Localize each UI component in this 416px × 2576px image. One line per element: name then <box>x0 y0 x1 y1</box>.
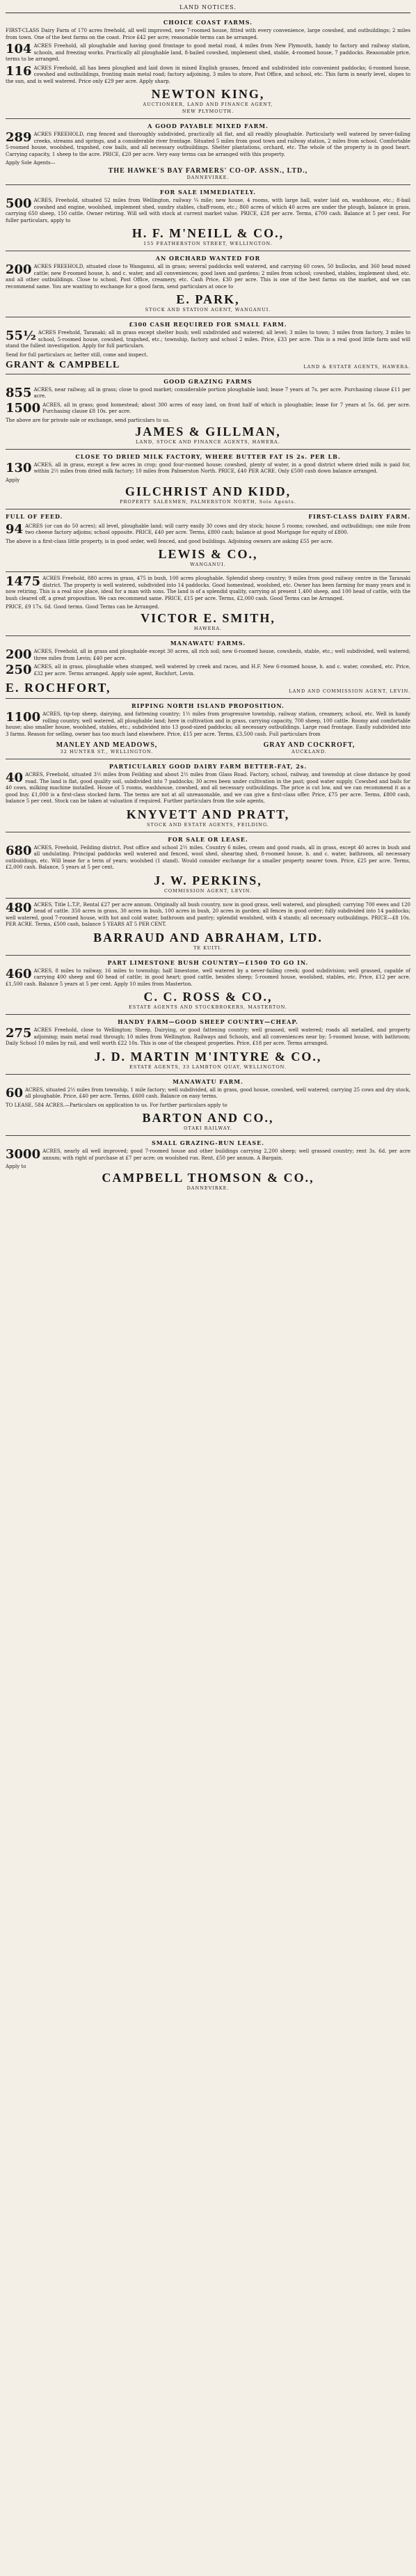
ad-item <box>6 1027 410 1048</box>
title-row <box>6 512 410 522</box>
ad-text: ACRES, nearly all well improved; good 7-roomed house and other buildings carrying 2,200 sheep; well grassed country; rent 3s. 6d. per acre annum; with right of purchase at £7 per acre; on woolshed run. Rent, £50 per annum. A Bargain. <box>42 1148 410 1161</box>
ad-item <box>6 576 410 602</box>
section-small-farm <box>6 317 410 374</box>
section-for-sale-immediately <box>6 185 410 251</box>
section-dried-milk <box>6 450 410 509</box>
ad-item <box>6 132 410 158</box>
section-title: CLOSE TO DRIED MILK FACTORY, WHERE BUTTER FAT IS 2s. PER LB. <box>75 452 341 460</box>
ad-item <box>6 968 410 988</box>
ad-text: ACRES Freehold, all ploughable and having good frontage to good metal road, 4 miles from New Plymouth, handy to factory and railway station, schools, and freezing works. Practically all ploughable land, 8-bailed cowshed, implement shed, stable, 4-roomed house, 7 paddocks. Reasonable price, terms to be arranged. <box>6 43 410 62</box>
section-handy-farm <box>6 1015 410 1075</box>
section-grazing-farms <box>6 374 410 450</box>
ad-item <box>6 664 410 677</box>
section-title: RIPPING NORTH ISLAND PROPOSITION. <box>131 702 285 709</box>
ad-text: ACRES FREEHOLD, ring fenced and thoroughly subdivided, practically all flat, and all readily ploughable. Particularly well watered by never-failing creeks, streams and springs, and a considerable river frontage. Situated 5 miles from good town and railway station, 2 miles from school. Comfortable 5-roomed house, woolshed, trapshed, cow bails, and all necessary outbuildings. Shelter plantations, orchard, etc. The whole of the property is in good heart. Carrying capacity, 1 sheep to the acre. PRICE, £20 per acre. Very easy terms can be arranged with this property. <box>6 132 410 157</box>
agent-subtitle: AUCKLAND. <box>291 749 327 754</box>
acreage: 1475 <box>6 574 41 589</box>
agent-subtitle: LAND & ESTATE AGENTS, HAWERA. <box>303 363 410 370</box>
acreage: 480 <box>6 900 32 915</box>
section-title: MANAWATU FARMS. <box>170 640 246 647</box>
ad-text: ACRES, Freehold, situated 3½ miles from Feilding and about 2½ miles from Glass Road. Factory, school, railway, and township at close distance by good road. The land is flat, good quality soil, subdivided into 7 paddocks; 30 acres been under cultivation in the past; good water supply. Cowshed and bails for 40 cows, milking machine installed. House of 5 rooms, washhouse, cowshed, and all necessary outbuildings. The price is cut low, and we can recommend it as a good buy. £1,000 is a first-class stocked farm. The terms are not at all unreasonable, and we can give a first-class offer. Price, £75 per acre. Terms, £800 cash, balance 5 per cent. Stock can be taken at valuation if required. Further particulars from the sole agents, <box>6 772 410 804</box>
tail-line: Send for full particulars or, better still, come and inspect. <box>6 351 148 358</box>
acreage: 250 <box>6 663 32 677</box>
ad-item <box>6 43 410 63</box>
acreage: 104 <box>6 42 32 56</box>
acreage: 200 <box>6 262 32 277</box>
section-north-island <box>6 699 410 759</box>
section-title: FOR SALE OR LEASE. <box>168 835 248 843</box>
ad-item <box>6 1148 410 1162</box>
section-title: AN ORCHARD WANTED FOR <box>155 255 261 262</box>
ad-text: FIRST-CLASS Dairy Farm of 170 acres freehold, all well improved, new 7-roomed house, fitted with every convenience, large cowshed, and outbuildings; 2 miles from town. One of the best farms on the coast. Price £42 per acre; reasonable terms can be arranged. <box>6 28 410 40</box>
agent-town: NEW PLYMOUTH. <box>182 109 234 114</box>
land-notices-page <box>6 0 410 1203</box>
agent-subtitle: 155 FEATHERSTON STREET, WELLINGTON. <box>143 241 273 246</box>
ad-text: ACRES, Title L.T.P., Rental £27 per acre annum. Originally all bush country, now in good grass, well watered, and ploughed; carrying 700 ewes and 120 head of cattle. 350 acres in grass, 30 acres in bush, 100 acres in bush, 20 acres in garden; all fences in good order; fully subdivided into 14 paddocks; well watered, good 7-roomed house, with hot and cold water, bathroom and pantry; splendid woolshed, with 4 stands; all necessary outbuildings. PRICE—£8 10s. PER ACRE. Terms, £500 cash, balance 5 YEARS AT 5 PER CENT. <box>6 901 410 927</box>
agent-name: GRAY AND COCKROFT, <box>263 741 355 749</box>
acreage: 1100 <box>6 710 41 725</box>
section-manawatu-farms <box>6 636 410 699</box>
ad-text: ACRES FREEHOLD, situated close to Wanganui, all in grass; several paddocks well watered, and carrying 60 cows, 50 bullocks, and 360 head mixed cattle; new 8-roomed house, h. and c. water, and all conveniences; good lawn and gardens; 2 miles from school; cowshed, stables, implement shed, etc. and all other outbuildings. Close to school, Post Office, creamery, etc. Cash Price, £30 per acre. This is one of the best farms on the market, and we can recommend same. You are wanting to exchange for a good farm, send particulars at once to <box>6 264 410 290</box>
agent-name: LEWIS & CO., <box>158 547 258 561</box>
ad-item <box>6 902 410 929</box>
agent-name: J. W. PERKINS, <box>154 873 262 887</box>
acreage: 60 <box>6 1085 24 1100</box>
section-title: PART LIMESTONE BUSH COUNTRY—£1500 TO GO IN. <box>107 958 309 966</box>
section-taranaki-sheep <box>6 572 410 636</box>
agent-town: OTAKI RAILWAY. <box>184 1125 232 1131</box>
agent-town: TE KUITI. <box>193 945 223 951</box>
agent-name: VICTOR E. SMITH, <box>141 611 275 625</box>
section-grazing-run <box>6 1136 410 1195</box>
agent-row <box>6 679 410 695</box>
section-dairy-farm <box>6 509 410 573</box>
acreage: 3000 <box>6 1147 41 1162</box>
tail-line: The above is a first-class little property, is in good order, well fenced, and good buildings. Adjoining owners are asking £55 per acre. <box>6 538 333 544</box>
ad-item <box>6 264 410 290</box>
agent-name: BARRAUD AND ABRAHAM, LTD. <box>93 930 323 945</box>
ad-item <box>6 402 410 416</box>
acreage: 94 <box>6 521 24 537</box>
ad-text: ACRES, situated 2½ miles from township, 1 mile factory; well subdivided, all in grass, good house, cowshed, well watered; carrying 25 cows and dry stock, all ploughable. Price, £40 per acre. Terms, £600 cash. Balance on easy terms. <box>25 1086 410 1099</box>
section-title-left: FULL OF FEED. <box>6 512 63 520</box>
section-sale-or-lease <box>6 832 410 899</box>
acreage: 200 <box>6 647 32 662</box>
agent-subtitle: ESTATE AGENTS AND STOCKBROKERS, MASTERTON. <box>129 1004 287 1010</box>
agent-name: GRANT & CAMPBELL <box>6 359 120 370</box>
apply-line: Apply to <box>6 1164 26 1169</box>
ad-item <box>6 462 410 475</box>
section-title: MANAWATU FARM. <box>173 1077 243 1085</box>
agent-subtitle: STOCK AND STATION AGENT, WANGANUI. <box>145 307 271 313</box>
ad-item <box>6 523 410 537</box>
ad-text: ACRES, all in grass; good homestead; about 300 acres of easy land, on front half of which is ploughable; lease for 7 years at 5s. 6d. per acre. Purchasing clause £8 10s. per acre. <box>42 402 410 414</box>
acreage: 130 <box>6 460 32 475</box>
agent-name: MANLEY AND MEADOWS, <box>56 741 158 749</box>
acreage: 1500 <box>6 400 41 416</box>
section-title: FOR SALE IMMEDIATELY. <box>159 189 257 196</box>
agent-right <box>208 740 410 756</box>
ad-item <box>6 1087 410 1100</box>
ad-item <box>6 772 410 805</box>
agent-name: BARTON AND CO., <box>142 1111 274 1125</box>
ad-text: ACRES, near railway, all in grass; close to good market; considerable portion ploughable land; lease 7 years at 7s. per acre. Purchasing clause £11 per acre. <box>33 386 410 399</box>
ad-text: ACRES Freehold, 880 acres in grass, 475 in bush, 100 acres ploughable. Splendid sheep country; 9 miles from good railway centre in the Taranaki district. The property is well watered, subdivided into 14 paddocks. Good homestead, woolshed, etc. Owner has been farming for many years and is now retiring. This is a real nice place, ideal for a man with sons. The land is of a splendid quality, carrying at present 1,400 sheep, and 100 head of cattle, with the bush cleared off, a great proposition. We can recommend same. PRICE, £15 per acre. Terms, £2,000 cash. Good Terms can be Arranged. <box>6 576 410 601</box>
section-title-right: FIRST-CLASS DAIRY FARM. <box>308 512 410 520</box>
acreage: 460 <box>6 966 32 981</box>
acreage: 289 <box>6 130 32 145</box>
section-manawatu-farm <box>6 1075 410 1137</box>
agent-name: H. F. M'NEILL & CO., <box>131 226 285 240</box>
acreage: 40 <box>6 771 24 785</box>
ad-text: ACRES, Freehold, Feilding district. Post office and school 2½ miles. Country 6 miles, cream and good roads, all in grass, except 40 acres in bush and all undulating. Principal paddocks well watered and fenced, wool shed, shearing shed, 8-roomed house, h. and c. water, bathroom, all necessary outbuildings, etc. Will lease for a term of years; woolshed (1 stand). Would consider exchange for a smaller property nearer town. Price, £25 per acre. Terms, £2,000 cash. Balance, 5 years at 5 per cent. <box>6 844 410 870</box>
section-orchard-wanted <box>6 251 410 317</box>
agent-row <box>6 740 410 756</box>
agent-subtitle: AUCTIONEER, LAND AND FINANCE AGENT, <box>143 102 273 107</box>
agent-name: E. ROCHFORT, <box>6 681 111 695</box>
agent-subtitle: STOCK AND ESTATE AGENTS, FEILDING. <box>147 821 269 828</box>
ad-item <box>6 711 410 738</box>
agent-subtitle: LAND AND COMMISSION AGENT, LEVIN. <box>289 688 410 694</box>
apply-line: Apply Sole Agents— <box>6 160 56 166</box>
section-title: PARTICULARLY GOOD DAIRY FARM BETTER-FAT, 2s. <box>109 763 307 770</box>
ad-item <box>6 198 410 224</box>
agent-subtitle: PROPERTY SALESMEN, PALMERSTON NORTH, Sole Agents. <box>120 498 296 505</box>
agent-name: THE HAWKE'S BAY FARMERS' CO-OP. ASSN., LTD., <box>108 167 308 175</box>
agent-town: DANNEVIRKE. <box>186 175 230 180</box>
section-title: £300 CASH REQUIRED FOR SMALL FARM. <box>129 321 287 328</box>
acreage: 680 <box>6 843 32 858</box>
section-title: CHOICE COAST FARMS. <box>163 19 253 26</box>
section-te-kuiti <box>6 899 410 956</box>
agent-name: E. PARK, <box>176 292 240 306</box>
ad-item <box>6 330 410 350</box>
agent-subtitle: ESTATE AGENTS, 33 LAMBTON QUAY, WELLINGTON. <box>129 1064 287 1070</box>
ad-item <box>6 649 410 662</box>
agent-town: WANGANUI. <box>190 562 226 567</box>
ad-text: ACRES Freehold, Taranaki; all in grass except shelter bush; well subdivided and watered; all level; 3 miles to town; 3 miles from factory, 3 miles to school, 5-roomed house, cowshed, trapshed, etc.; township, factory and school 2 miles. Price, £33 per acre. This is a real good little farm and will stand the fullest investigation. Apply for full particulars. <box>6 330 410 349</box>
acreage: 116 <box>6 63 32 79</box>
agent-name: CAMPBELL THOMSON & CO., <box>102 1171 314 1185</box>
agent-town: DANNEVIRKE. <box>186 1185 230 1191</box>
section-butter-fat <box>6 759 410 832</box>
agent-town: HAWERA. <box>193 626 223 631</box>
apply-line: Apply <box>6 477 20 483</box>
tail-line: TO LEASE, 584 ACRES.—Particulars on application to us. For further particulars apply to <box>6 1102 227 1108</box>
ad-text: ACRES, Freehold, all in grass and ploughable except 30 acres, all rich soil; new 6-roomed house, cowsheds, stable, etc.; well subdivided, well watered; three miles from Levin; £40 per acre. <box>33 649 410 661</box>
agent-name: GILCHRIST AND KIDD, <box>125 484 291 498</box>
ad-text: ACRES Freehold, all has been ploughed and laid down in mixed English grasses, fenced and subdivided into convenient paddocks; 6-roomed house, cowshed and outbuildings, fronting main metal road; factory adjoining, 3 miles to store, Post Office, and school, etc. This farm is nearly level, slopes to the sun, and is well watered. Price only £29 per acre. Apply sharp. <box>6 65 410 84</box>
ad-text: ACRES (or can do 50 acres); all level, ploughable land; will carry easily 30 cows and dry stock; house 5 rooms; cowshed, and outbuildings; one mile from two cheese factory adjoins; school opposite. PRICE, £40 per acre. Terms, £800 cash; balance at good Mortgage for equity of £800. <box>25 523 410 535</box>
agent-subtitle: LAND, STOCK AND FINANCE AGENTS, HAWERA. <box>136 438 280 445</box>
agent-subtitle: 32 HUNTER ST., WELLINGTON. <box>60 749 154 754</box>
section-title: A GOOD PAYABLE MIXED FARM. <box>147 123 269 129</box>
page-header: LAND NOTICES. <box>6 3 410 13</box>
ad-text: ACRES, tip-top sheep, dairying, and fattening country; 1½ miles from progressive township, railway station, creamery, school, etc. Well in handy rolling country, well watered, all ploughable land; here in cultivation and in grass, carrying capacity, 700 sheep, 100 cattle. Roomy and comfortable house; also smaller house, woolshed, stables, etc.; subdivided into 13 good-sized paddocks; all necessary outbuildings. Large road frontage. Easily subdivided into 3 farms. Reason for selling, owner has too much land elsewhere. Price, £15 per acre. Terms, £3,500 cash. Full particulars from <box>6 711 410 737</box>
acreage: 55½ <box>6 329 36 343</box>
ad-text: ACRES Freehold, close to Wellington; Sheep, Dairying, or good fattening country; well grassed, well watered; roads all metalled, and property adjoining; main metal road through; 10 miles from Wellington. Railways and Schools, and all conveniences near by; 5-roomed house, with bathroom; Daily School 10 miles by rail, and well worth £22 10s. This is one of the cheapest properties. Price, £18 per acre. Terms arranged. <box>6 1027 410 1046</box>
agent-name: J. D. MARTIN M'INTYRE & CO., <box>94 1049 322 1064</box>
acreage: 500 <box>6 196 32 211</box>
agent-name: JAMES & GILLMAN, <box>135 424 281 438</box>
acreage: 855 <box>6 385 32 400</box>
ad-text: ACRES, Freehold, situated 52 miles from Wellington, railway ¼ mile; new house, 4 rooms, with large hall, water laid on, washhouse, etc.; 8-bail cowshed and engine, woolshed, implement shed, sundry stables, chaff-room, etc.; 860 acres of which 40 acres are under the plough, balance in grass, carrying 650 sheep, 150 cattle. Owner retiring. Will sell with stock at current market value. PRICE, £28 per acre. Terms, £700 cash. Balance at 5 per cent. For fuller particulars, apply to <box>6 198 410 223</box>
section-mixed-farm <box>6 119 410 185</box>
tail-line: PRICE, £9 17s. 6d. Good terms. Good Terms can be Arranged. <box>6 604 160 610</box>
section-title: HANDY FARM—GOOD SHEEP COUNTRY—CHEAP. <box>118 1018 298 1025</box>
agent-name: C. C. ROSS & CO., <box>143 990 273 1004</box>
section-choice-coast-farms <box>6 15 410 119</box>
section-title: GOOD GRAZING FARMS <box>163 377 253 385</box>
agent-name: NEWTON KING, <box>151 87 265 101</box>
agent-left <box>6 740 208 756</box>
ad-text: ACRES, all in grass, except a few acres in crop; good four-roomed house; cowshed, plenty of water, in a good district where dried milk is paid for, within 2½ miles from dried milk factory; 10 miles from Palmerston North. PRICE, £40 PER ACRE. Only £500 cash down balance arranged. <box>33 461 410 474</box>
ad-text: ACRES, 8 miles to railway, 16 miles to township; half limestone, well watered by a never-failing creek; good subdivision; well grassed, capable of carrying 400 sheep and 60 head of cattle; in good heart; good cattle, besides sheep; 5-roomed house, woolshed, stables, etc. Price, £12 per acre. £1,500 cash. Balance 5 years at 5 per cent. Apply 10 miles from Masterton. <box>6 967 410 987</box>
ad-item <box>6 387 410 400</box>
agent-subtitle: COMMISSION AGENT, LEVIN. <box>163 887 253 894</box>
agent-name: KNYVETT AND PRATT, <box>126 807 290 821</box>
ad-item <box>6 65 410 86</box>
acreage: 275 <box>6 1026 32 1041</box>
agent-row <box>6 358 410 371</box>
ad-item <box>6 845 410 871</box>
section-limestone <box>6 956 410 1016</box>
tail-line: The above are for private sale or exchange, send particulars to us. <box>6 417 170 423</box>
ad-text: ACRES, all in grass, ploughable when stumped, well watered by creek and races, and H.F. New 6-roomed house, h. and c. water, cowshed, etc. Price, £32 per acre. Terms arranged. Apply sole agent, Rochfort, Levin. <box>33 664 410 677</box>
section-title: SMALL GRAZING-RUN LEASE. <box>151 1139 265 1146</box>
